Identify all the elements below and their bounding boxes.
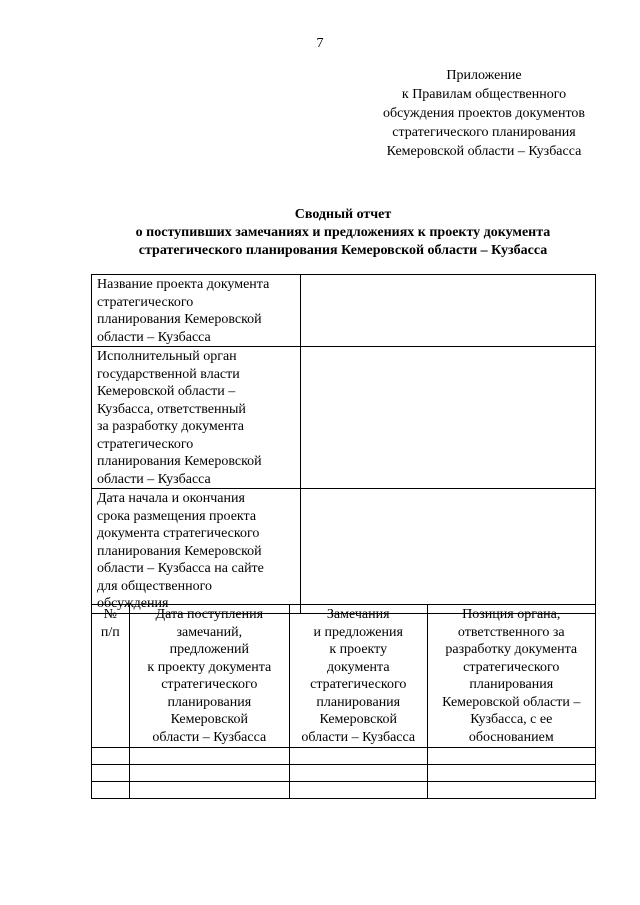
- document-title: [0, 206, 640, 260]
- header-line: обоснованием: [468, 729, 554, 745]
- table-cell[interactable]: [92, 765, 130, 782]
- project-info-table: [91, 274, 596, 614]
- header-line: области – Кузбасса: [301, 729, 416, 745]
- appendix-line: Кемеровской области – Кузбасса: [386, 144, 582, 159]
- page-number: 7: [316, 36, 324, 51]
- label-line: области – Кузбасса: [97, 329, 211, 345]
- header-line: №: [103, 607, 117, 622]
- header-number: [92, 605, 130, 748]
- table-cell[interactable]: [92, 748, 130, 765]
- header-line: Кемеровской: [170, 712, 249, 727]
- title-main: Сводный отчет: [294, 207, 392, 222]
- report-header-row: [92, 605, 596, 748]
- header-line: стратегического: [463, 659, 560, 675]
- appendix-note: [360, 66, 608, 161]
- label-line: за разработку документа: [97, 419, 244, 434]
- header-line: Кузбасса, с ее: [470, 712, 553, 727]
- table-cell[interactable]: [289, 748, 427, 765]
- info-value-project-name[interactable]: [300, 275, 595, 347]
- appendix-line: к Правилам общественного: [401, 87, 567, 102]
- label-line: Кузбасса, ответственный: [97, 401, 246, 417]
- header-line: Кемеровской области –: [442, 694, 581, 710]
- label-line: планирования Кемеровской: [97, 312, 262, 327]
- table-row: [92, 765, 596, 782]
- appendix-line: стратегического планирования: [392, 125, 576, 140]
- table-row: [92, 782, 596, 799]
- label-line: Название проекта документа: [97, 277, 270, 292]
- label-line: планирования Кемеровской: [97, 543, 262, 559]
- label-line: государственной власти: [97, 366, 240, 382]
- info-label-project-name: [92, 275, 301, 347]
- label-line: планирования Кемеровской: [97, 454, 262, 469]
- table-cell[interactable]: [427, 765, 595, 782]
- header-line: Замечания: [326, 607, 390, 622]
- table-cell[interactable]: [129, 765, 289, 782]
- header-line: стратегического: [161, 677, 258, 692]
- header-line: планирования: [469, 677, 554, 692]
- info-value-responsible-body[interactable]: [300, 347, 595, 489]
- table-cell[interactable]: [289, 782, 427, 799]
- header-line: замечаний,: [176, 624, 243, 640]
- label-line: для общественного: [97, 578, 212, 594]
- header-line: Кемеровской: [319, 712, 397, 727]
- table-cell[interactable]: [129, 782, 289, 799]
- table-cell[interactable]: [92, 782, 130, 799]
- table-row: [92, 748, 596, 765]
- table-cell[interactable]: [427, 782, 595, 799]
- header-receipt-date: [129, 605, 289, 748]
- header-line: ответственного за: [457, 624, 565, 640]
- label-line: стратегического: [97, 294, 194, 310]
- header-comments: [289, 605, 427, 748]
- appendix-line: Приложение: [446, 68, 522, 83]
- label-line: Исполнительный орган: [97, 349, 237, 364]
- label-line: области – Кузбасса: [97, 471, 211, 487]
- info-row-responsible-body: [92, 347, 596, 489]
- header-line: стратегического: [310, 677, 407, 692]
- label-line: Кемеровской области –: [97, 384, 236, 399]
- info-row-project-name: [92, 275, 596, 347]
- header-agency-position: [427, 605, 595, 748]
- info-label-placement-dates: [92, 489, 301, 614]
- table-cell[interactable]: [129, 748, 289, 765]
- table-cell[interactable]: [427, 748, 595, 765]
- header-line: Позиция органа,: [462, 607, 561, 622]
- label-line: срока размещения проекта: [97, 508, 257, 524]
- header-line: и предложения: [313, 624, 403, 640]
- label-line: области – Кузбасса на сайте: [97, 561, 264, 576]
- info-row-placement-dates: [92, 489, 596, 614]
- header-line: планирования: [167, 694, 252, 710]
- header-line: планирования: [316, 694, 401, 710]
- title-line: о поступивших замечаниях и предложениях к проекту документа: [135, 225, 551, 240]
- info-value-placement-dates[interactable]: [300, 489, 595, 614]
- header-line: предложений: [169, 642, 250, 657]
- info-label-responsible-body: [92, 347, 301, 489]
- header-line: области – Кузбасса: [152, 729, 267, 745]
- header-line: Дата поступления: [155, 607, 264, 622]
- header-line: к проекту документа: [147, 659, 272, 675]
- header-line: разработку документа: [445, 642, 578, 657]
- table-cell[interactable]: [289, 765, 427, 782]
- label-line: обсуждения: [97, 596, 169, 611]
- appendix-line: обсуждения проектов документов: [382, 106, 586, 121]
- comments-report-table: [91, 604, 596, 799]
- label-line: стратегического: [97, 436, 194, 452]
- label-line: документа стратегического: [97, 526, 260, 541]
- header-line: документа: [326, 659, 390, 675]
- header-line: к проекту: [329, 642, 388, 657]
- label-line: Дата начала и окончания: [97, 491, 245, 506]
- title-line: стратегического планирования Кемеровской области – Кузбасса: [138, 243, 548, 258]
- header-line: п/п: [100, 624, 120, 640]
